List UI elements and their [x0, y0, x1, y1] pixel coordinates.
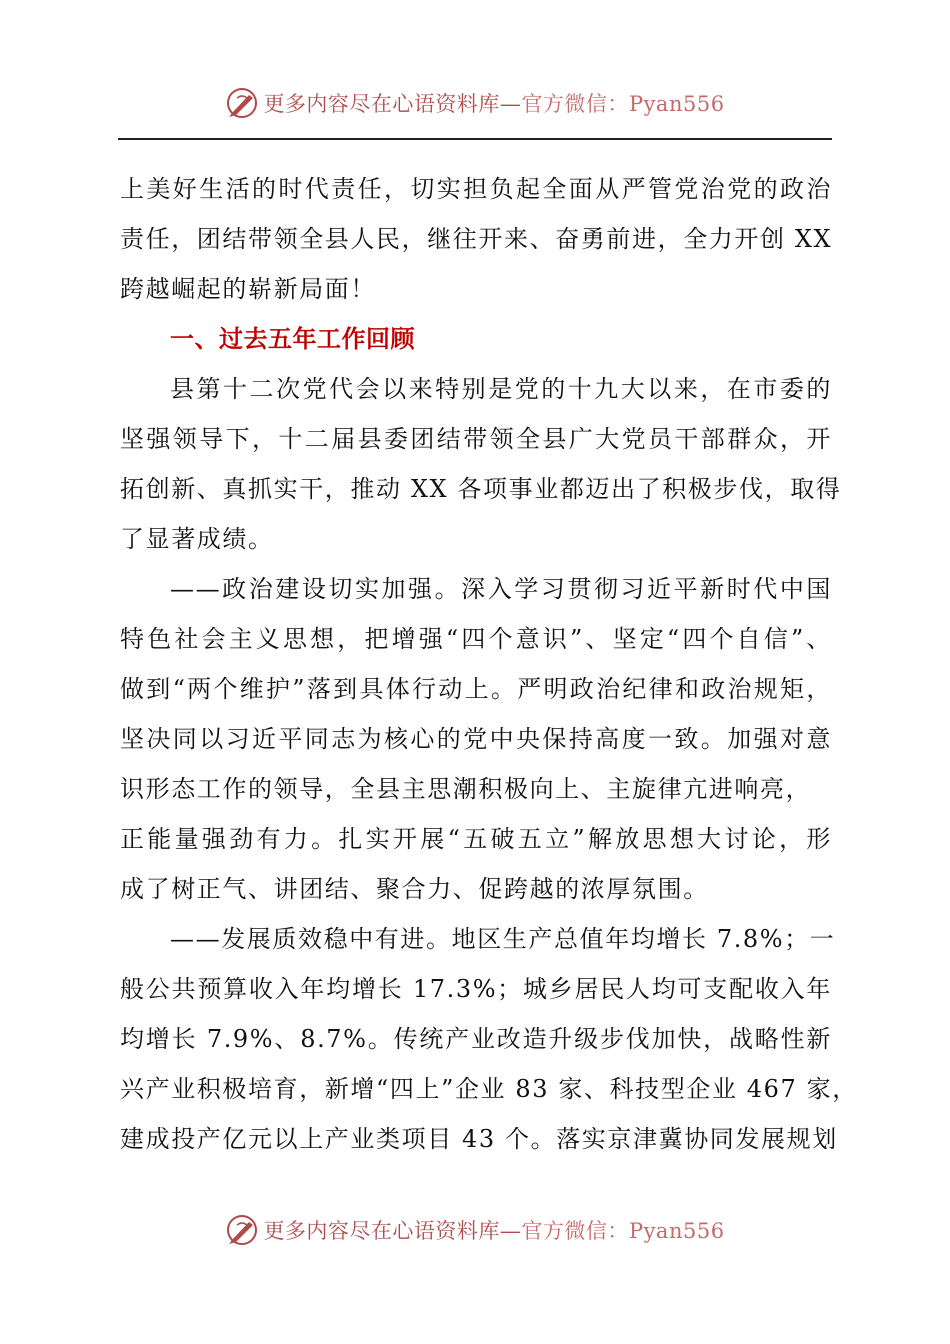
- header-watermark: [0, 83, 950, 123]
- watermark-text: [263, 1215, 724, 1245]
- watermark-wechat-id: Pyan556: [628, 1219, 725, 1243]
- header-divider: [118, 138, 832, 140]
- text-line: 责任，团结带领全县人民，继往开来、奋勇前进，全力开创 XX: [120, 225, 833, 253]
- text-line: 县第十二次党代会以来特别是党的十九大以来，在市委的: [170, 375, 832, 403]
- pen-logo-icon: [225, 86, 259, 120]
- text-line: 建成投产亿元以上产业类项目 43 个。落实京津冀协同发展规划: [120, 1125, 838, 1153]
- text-line: 兴产业积极培育，新增“四上”企业 83 家、科技型企业 467 家，: [120, 1075, 858, 1103]
- text-line: 坚决同以习近平同志为核心的党中央保持高度一致。加强对意: [120, 725, 832, 753]
- watermark-sub: 官方微信：: [521, 92, 629, 116]
- text-line: 跨越崛起的崭新局面！: [120, 275, 376, 303]
- pen-logo-icon: [225, 1213, 259, 1247]
- watermark-wechat-id: Pyan556: [628, 92, 725, 116]
- text-line: 特色社会主义思想，把增强“四个意识”、坚定“四个自信”、: [120, 625, 832, 653]
- text-line: 上美好生活的时代责任，切实担负起全面从严管党治党的政治: [120, 175, 832, 203]
- watermark-main: 更多内容尽在心语资料库—: [263, 1219, 522, 1243]
- footer-watermark: [0, 1210, 950, 1250]
- text-line: 坚强领导下，十二届县委团结带领全县广大党员干部群众，开: [120, 425, 832, 453]
- text-line: 拓创新、真抓实干，推动 XX 各项事业都迈出了积极步伐，取得: [120, 475, 842, 503]
- text-line: ——发展质效稳中有进。地区生产总值年均增长 7.8%；一: [170, 925, 836, 953]
- text-line: 识形态工作的领导，全县主思潮积极向上、主旋律亢进响亮，: [120, 775, 812, 803]
- text-line: 做到“两个维护”落到具体行动上。严明政治纪律和政治规矩，: [120, 675, 832, 703]
- watermark-main: 更多内容尽在心语资料库—: [263, 92, 522, 116]
- text-line: 成了树正气、讲团结、聚合力、促跨越的浓厚氛围。: [120, 875, 709, 903]
- watermark-text: [263, 88, 724, 118]
- watermark-sub: 官方微信：: [521, 1219, 629, 1243]
- text-line: 了显著成绩。: [120, 525, 274, 553]
- text-line: 正能量强劲有力。扎实开展“五破五立”解放思想大讨论，形: [120, 825, 832, 853]
- text-line: 般公共预算收入年均增长 17.3%；城乡居民人均可支配收入年: [120, 975, 832, 1003]
- document-body: [120, 166, 858, 1166]
- section-heading: 一、过去五年工作回顾: [170, 325, 415, 353]
- text-line: ——政治建设切实加强。深入学习贯彻习近平新时代中国: [170, 575, 832, 603]
- text-line: 均增长 7.9%、8.7%。传统产业改造升级步伐加快，战略性新: [120, 1025, 832, 1053]
